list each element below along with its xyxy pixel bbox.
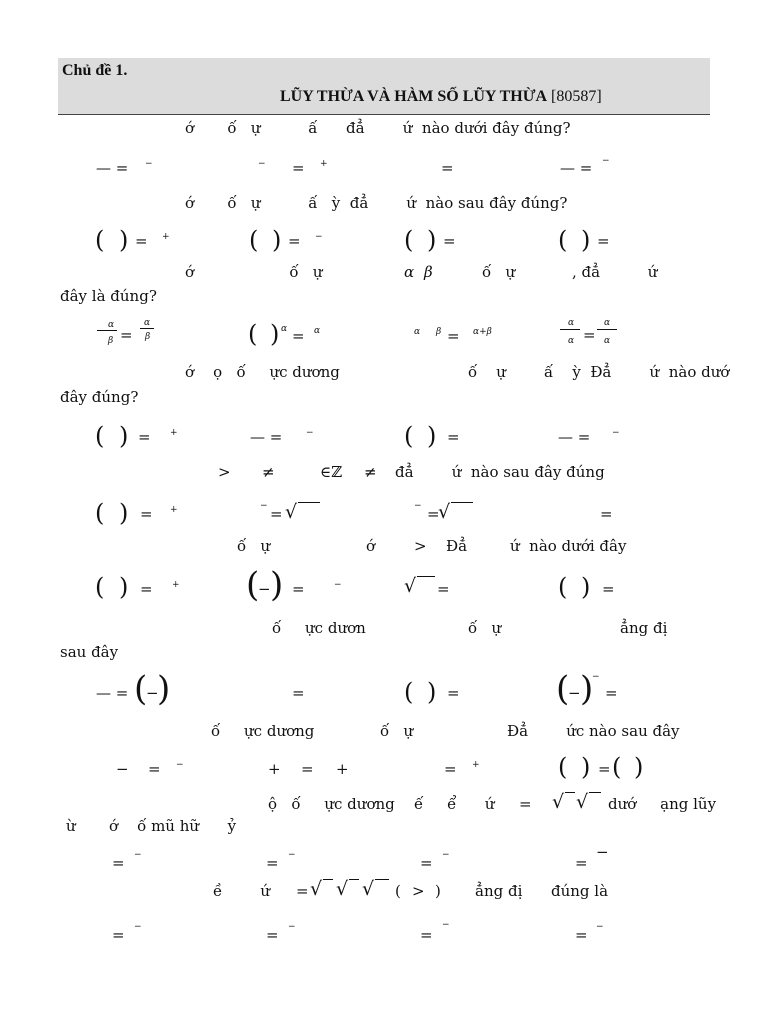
q5-gt: > — [218, 463, 231, 481]
q2-b-exp: − — [315, 232, 323, 242]
q5-inz: ∈ℤ — [320, 463, 343, 481]
q3-a-r-alpha: α — [144, 318, 151, 328]
q9-sqrt1-bar — [565, 792, 575, 793]
q1-a — [96, 159, 128, 177]
q5-a-eq: = — [140, 505, 153, 523]
q8-text-b: ố ự — [380, 722, 414, 740]
q10-b-eq: = — [266, 926, 279, 944]
q3-d-r-alpha: α — [604, 318, 611, 328]
q2-a-lparen: ( — [95, 226, 105, 254]
q6-b-eq: = — [292, 580, 305, 598]
q3-b-eq: = — [292, 327, 305, 345]
q4-a-exp: + — [170, 428, 178, 438]
q8-b-plus2: + — [336, 760, 349, 778]
q8-b-plus: + — [268, 760, 281, 778]
q4-c-eq: = — [447, 428, 460, 446]
topic-label: Chủ đề 1. — [62, 62, 128, 79]
q3-b-rparen: ) — [270, 320, 280, 348]
q6-d-eq: = — [602, 580, 615, 598]
q5-b-exp: − — [260, 501, 268, 511]
q7-b-eq: = — [292, 684, 305, 702]
dash: — — [96, 684, 111, 702]
q3-c-alpha: α — [414, 327, 421, 337]
q1-a-exp: − — [145, 159, 153, 169]
q6-gt: > — [414, 537, 427, 555]
q10-rparen: ) — [435, 882, 441, 900]
q6-text-c: Đẳ ứ nào dưới đây — [446, 537, 627, 555]
q10-a-exp: − — [134, 922, 142, 932]
q10-sqrt1-bar — [323, 879, 333, 880]
q2-c-eq: = — [443, 232, 456, 250]
q3-c-eq: = — [447, 327, 460, 345]
q10-sqrt1: √ — [310, 878, 323, 900]
q5-c-sqrt: √ — [438, 501, 451, 523]
q8-text-a: ố ực dương — [211, 722, 315, 740]
q2-b-eq: = — [288, 232, 301, 250]
q7-text-b: ố ự — [468, 619, 502, 637]
q6-b-exp: − — [334, 580, 342, 590]
q3-text-b: , đẳ ứ — [572, 263, 658, 281]
q7-c-rparen: ) — [427, 678, 437, 706]
q4-b — [250, 428, 282, 446]
q1-b-exp: − — [258, 159, 266, 169]
q6-b-rparen: ) — [270, 565, 284, 605]
q3-a-fracline — [97, 330, 117, 331]
eq: = — [115, 159, 129, 177]
q7-text-a: ố ực dươn — [272, 619, 366, 637]
q6-c-sqrt-bar — [417, 576, 435, 577]
q2-text: ớ ố ự ấ ỳ đẳ ứ nào sau đây đúng? — [185, 194, 568, 212]
q2-c-lparen: ( — [404, 226, 414, 254]
q2-d-lparen: ( — [558, 226, 568, 254]
q7-d-eq: = — [605, 684, 618, 702]
q2-d-rparen: ) — [581, 226, 591, 254]
q2-b-lparen: ( — [249, 226, 259, 254]
q2-a-rparen: ) — [119, 226, 129, 254]
q8-d-lparen2: ( — [612, 753, 622, 781]
q10-b-exp: − — [288, 922, 296, 932]
dash: — — [250, 428, 265, 446]
q7-d-lparen: ( — [556, 669, 570, 709]
q9-c-eq: = — [420, 854, 433, 872]
q1-b-eq: = — [292, 159, 305, 177]
dash: — — [560, 159, 575, 177]
q5-a-exp: + — [170, 505, 178, 515]
q3-c-beta: β — [436, 327, 442, 337]
q9-text-c: dướ ạng lũy — [608, 795, 717, 813]
q9-text-d: ừ ớ ố mũ hữ ỷ — [66, 817, 237, 835]
q3-b-alpha: α — [281, 324, 288, 334]
q4-b-exp: − — [306, 428, 314, 438]
q5-text: đẳ ứ nào sau đây đúng — [395, 463, 605, 481]
q10-eq: = — [296, 882, 309, 900]
q6-a-eq: = — [140, 580, 153, 598]
q8-a-minus: − — [116, 760, 129, 778]
q10-a-eq: = — [112, 926, 125, 944]
q10-sqrt3-bar — [375, 879, 389, 880]
q8-a-exp: − — [176, 760, 184, 770]
q7-text-d: sau đây — [60, 643, 119, 661]
dash: — — [96, 159, 111, 177]
q6-a-lparen: ( — [95, 573, 105, 601]
q5-a-lparen: ( — [95, 499, 105, 527]
q9-d-eq: = — [575, 854, 588, 872]
q3-text-b-ou: ố ự — [482, 263, 516, 281]
q9-text-b: ế ể ứ — [414, 795, 495, 813]
q9-b-exp: − — [288, 850, 296, 860]
q8-c-eq: = — [444, 760, 457, 778]
q10-c-exp: − — [442, 920, 450, 930]
header-band — [58, 58, 710, 115]
q9-sqrt2-bar — [589, 792, 601, 793]
q3-d-r-alpha2: α — [604, 336, 611, 346]
q3-d-eq: = — [583, 326, 596, 344]
q1-c-eq: = — [441, 159, 454, 177]
q3-a-r-beta: β — [145, 332, 151, 342]
q7-a-lparen: ( — [134, 669, 148, 709]
eq: = — [579, 159, 593, 177]
q5-neq2: ≠ — [364, 463, 377, 481]
q1-text: ớ ố ự ấ đẳ ứ nào dưới đây đúng? — [185, 119, 571, 137]
q9-a-exp: − — [134, 850, 142, 860]
q1-b-exp2: + — [320, 159, 328, 169]
title-text: LŨY THỪA VÀ HÀM SỐ LŨY THỪA — [280, 88, 547, 105]
q8-d-lparen: ( — [558, 753, 568, 781]
q5-c-eq: = — [427, 505, 440, 523]
q7-d-minus: − — [568, 684, 581, 702]
q3-d-alpha2: α — [568, 336, 575, 346]
q3-d-r-fracline — [597, 329, 617, 330]
q6-c-sqrt: √ — [404, 575, 417, 597]
q1-d — [560, 159, 592, 177]
eq: = — [115, 684, 129, 702]
q8-c-exp: + — [472, 760, 480, 770]
title-code: [80587] — [551, 88, 602, 105]
q3-alpha: α — [404, 263, 415, 281]
q4-text-b: ố ự ấ ỳ Đẳ ứ nào dướ — [468, 363, 730, 381]
q8-text-c: Đẳ ức nào sau đây — [507, 722, 680, 740]
q7-a-rparen: ) — [157, 669, 171, 709]
q10-sqrt3: √ — [362, 878, 375, 900]
q3-c-exp: α+β — [473, 327, 492, 337]
q1-d-exp: − — [602, 156, 610, 166]
q5-c-exp: − — [414, 501, 422, 511]
q9-text-a: ộ ố ực dương — [268, 795, 395, 813]
q9-c-exp: − — [442, 850, 450, 860]
q10-gt: > — [412, 882, 425, 900]
q9-sqrt1: √ — [552, 791, 565, 813]
eq: = — [269, 428, 283, 446]
q3-text-c: đây là đúng? — [60, 287, 157, 305]
q10-d-exp: − — [596, 922, 604, 932]
q10-lparen: ( — [395, 882, 401, 900]
q10-text-b: ẳng đị đúng là — [475, 882, 609, 900]
q10-sqrt2: √ — [336, 878, 349, 900]
q4-d-exp: − — [612, 428, 620, 438]
q3-a-eq: = — [120, 326, 133, 344]
q4-text-a: ớ ọ ố ực dương — [185, 363, 340, 381]
q8-d-eq: = — [598, 760, 611, 778]
q6-b-minus: − — [258, 580, 271, 598]
q9-d-exp: − — [596, 843, 609, 861]
q9-eq: = — [519, 795, 532, 813]
q2-c-rparen: ) — [427, 226, 437, 254]
q5-neq1: ≠ — [262, 463, 275, 481]
q6-a-rparen: ) — [119, 573, 129, 601]
q2-a-exp: + — [162, 232, 170, 242]
q6-b-lparen: ( — [246, 565, 260, 605]
q2-b-rparen: ) — [272, 226, 282, 254]
q7-a — [96, 684, 128, 702]
q3-b-lparen: ( — [248, 320, 258, 348]
q4-c-rparen: ) — [427, 422, 437, 450]
q2-d-eq: = — [597, 232, 610, 250]
q6-c-eq: = — [437, 580, 450, 598]
eq: = — [577, 428, 591, 446]
q4-a-rparen: ) — [119, 422, 129, 450]
q3-a-alpha: α — [108, 320, 115, 330]
q6-text-a: ố ự — [237, 537, 271, 555]
q7-c-eq: = — [447, 684, 460, 702]
q3-text-a: ớ ố ự — [185, 263, 323, 281]
q8-d-rparen: ) — [581, 753, 591, 781]
q6-d-rparen: ) — [581, 573, 591, 601]
q3-d-alpha: α — [568, 318, 575, 328]
q3-beta: β — [424, 263, 433, 281]
q10-sqrt2-bar — [349, 879, 359, 880]
q9-b-eq: = — [266, 854, 279, 872]
q3-b-alpha2: α — [314, 326, 321, 336]
dash: — — [558, 428, 573, 446]
q8-d-rparen2: ) — [634, 753, 644, 781]
q5-b-eq: = — [270, 505, 283, 523]
q5-b-sqrt-bar — [298, 502, 320, 503]
q6-a-exp: + — [172, 580, 180, 590]
q5-d-eq: = — [600, 505, 613, 523]
q7-text-c: ẳng đị — [620, 619, 668, 637]
page-title — [280, 88, 602, 106]
q10-text-a: ề ứ — [213, 882, 271, 900]
q5-a-rparen: ) — [119, 499, 129, 527]
q10-c-eq: = — [420, 926, 433, 944]
q4-a-eq: = — [138, 428, 151, 446]
q6-text-b: ớ — [366, 537, 376, 555]
q4-c-lparen: ( — [404, 422, 414, 450]
q4-d — [558, 428, 590, 446]
q3-a-beta: β — [108, 336, 114, 346]
q4-a-lparen: ( — [95, 422, 105, 450]
q9-a-eq: = — [112, 854, 125, 872]
q7-d-rparen: ) — [580, 669, 594, 709]
q8-b-eq: = — [301, 760, 314, 778]
q5-b-sqrt: √ — [285, 501, 298, 523]
q2-a-eq: = — [135, 232, 148, 250]
q7-a-minus: − — [146, 684, 159, 702]
q4-text-c: đây đúng? — [60, 388, 139, 406]
q9-sqrt2: √ — [576, 791, 589, 813]
q7-c-lparen: ( — [404, 678, 414, 706]
q10-d-eq: = — [575, 926, 588, 944]
q6-d-lparen: ( — [558, 573, 568, 601]
q5-c-sqrt-bar — [451, 502, 473, 503]
q7-d-exp: − — [592, 672, 600, 682]
q3-d-fracline — [560, 329, 580, 330]
q8-a-eq: = — [148, 760, 161, 778]
